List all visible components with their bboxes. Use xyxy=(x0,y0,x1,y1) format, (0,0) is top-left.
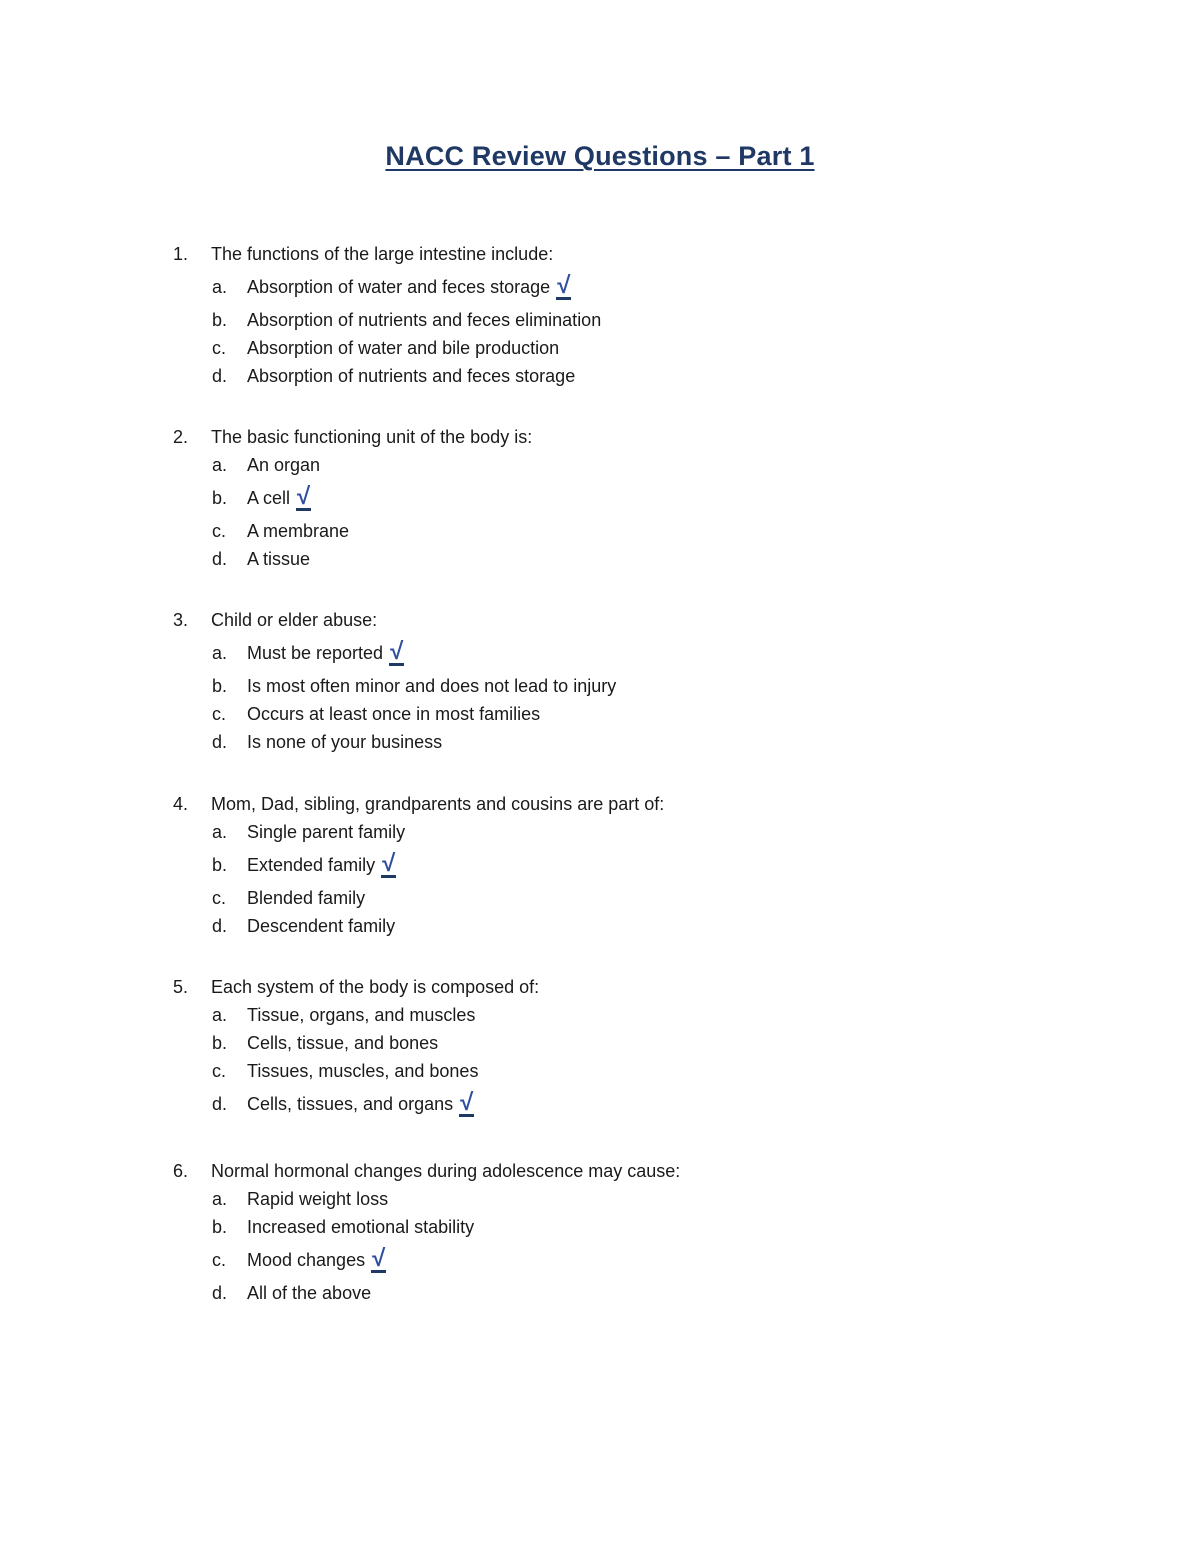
page-title-text: NACC Review Questions – Part 1 xyxy=(385,141,815,171)
option-c xyxy=(173,517,1073,545)
question-number: 2. xyxy=(173,427,189,447)
question-4 xyxy=(173,790,1073,940)
option-a xyxy=(173,634,1073,672)
option-letter: a. xyxy=(212,1005,228,1025)
option-text: Occurs at least once in most families xyxy=(247,704,541,724)
option-letter: b. xyxy=(212,1217,228,1237)
question-stem xyxy=(173,423,1073,451)
page-title xyxy=(0,141,1200,172)
question-stem xyxy=(173,790,1073,818)
option-letter: d. xyxy=(212,1283,228,1303)
option-letter: d. xyxy=(212,916,228,936)
option-text: Absorption of water and bile production xyxy=(247,338,560,358)
option-text: All of the above xyxy=(247,1283,372,1303)
question-number: 3. xyxy=(173,610,189,630)
option-text: Absorption of nutrients and feces elimination xyxy=(247,310,602,330)
option-b xyxy=(173,672,1073,700)
option-text: Tissue, organs, and muscles xyxy=(247,1005,476,1025)
option-d xyxy=(173,1085,1073,1123)
question-number: 4. xyxy=(173,794,189,814)
option-letter: a. xyxy=(212,1189,228,1209)
option-letter: a. xyxy=(212,455,228,475)
question-number: 5. xyxy=(173,977,189,997)
option-c xyxy=(173,334,1073,362)
question-text: The basic functioning unit of the body is: xyxy=(211,427,533,447)
option-d xyxy=(173,1279,1073,1307)
option-a xyxy=(173,1001,1073,1029)
option-a xyxy=(173,1185,1073,1213)
question-stem xyxy=(173,1157,1073,1185)
question-3 xyxy=(173,606,1073,756)
question-number: 1. xyxy=(173,244,189,264)
option-letter: a. xyxy=(212,643,228,663)
question-text: Each system of the body is composed of: xyxy=(211,977,540,997)
option-a xyxy=(173,451,1073,479)
option-d xyxy=(173,362,1073,390)
option-c xyxy=(173,1241,1073,1279)
option-c xyxy=(173,700,1073,728)
option-letter: c. xyxy=(212,338,227,358)
option-text: A membrane xyxy=(247,521,350,541)
checkmark-icon: √ xyxy=(382,850,396,877)
option-text: Descendent family xyxy=(247,916,396,936)
question-2 xyxy=(173,423,1073,573)
option-letter: a. xyxy=(212,277,228,297)
question-stem xyxy=(173,606,1073,634)
option-letter: d. xyxy=(212,1094,228,1114)
question-1 xyxy=(173,240,1073,390)
option-letter: d. xyxy=(212,732,228,752)
option-letter: c. xyxy=(212,704,227,724)
question-text: Mom, Dad, sibling, grandparents and cousins are part of: xyxy=(211,794,665,814)
option-text: A cell xyxy=(247,488,291,508)
checkmark-icon: √ xyxy=(390,638,404,665)
option-text: Rapid weight loss xyxy=(247,1189,389,1209)
question-text: Child or elder abuse: xyxy=(211,610,378,630)
option-text: Absorption of nutrients and feces storage xyxy=(247,366,576,386)
option-text: An organ xyxy=(247,455,321,475)
option-c xyxy=(173,884,1073,912)
question-number: 6. xyxy=(173,1161,189,1181)
checkmark-icon: √ xyxy=(372,1245,386,1272)
option-b xyxy=(173,479,1073,517)
option-c xyxy=(173,1057,1073,1085)
checkmark-icon: √ xyxy=(297,483,311,510)
option-text: Must be reported xyxy=(247,643,384,663)
option-d xyxy=(173,912,1073,940)
option-text: Is none of your business xyxy=(247,732,443,752)
option-text: Extended family xyxy=(247,855,376,875)
option-text: Single parent family xyxy=(247,822,406,842)
option-text: Increased emotional stability xyxy=(247,1217,475,1237)
option-b xyxy=(173,306,1073,334)
option-text: A tissue xyxy=(247,549,311,569)
option-text: Cells, tissue, and bones xyxy=(247,1033,439,1053)
option-text: Is most often minor and does not lead to injury xyxy=(247,676,617,696)
option-letter: d. xyxy=(212,549,228,569)
option-text: Absorption of water and feces storage xyxy=(247,277,551,297)
option-letter: b. xyxy=(212,488,228,508)
option-letter: a. xyxy=(212,822,228,842)
question-stem xyxy=(173,240,1073,268)
checkmark-icon: √ xyxy=(460,1089,474,1116)
option-letter: b. xyxy=(212,855,228,875)
question-text: The functions of the large intestine include: xyxy=(211,244,554,264)
option-d xyxy=(173,545,1073,573)
option-a xyxy=(173,818,1073,846)
option-letter: b. xyxy=(212,1033,228,1053)
option-letter: c. xyxy=(212,1061,227,1081)
option-text: Tissues, muscles, and bones xyxy=(247,1061,479,1081)
option-letter: d. xyxy=(212,366,228,386)
option-letter: b. xyxy=(212,310,228,330)
option-letter: c. xyxy=(212,1250,227,1270)
question-stem xyxy=(173,973,1073,1001)
option-text: Blended family xyxy=(247,888,366,908)
question-text: Normal hormonal changes during adolescence may cause: xyxy=(211,1161,681,1181)
question-5 xyxy=(173,973,1073,1123)
option-letter: c. xyxy=(212,888,227,908)
question-6 xyxy=(173,1157,1073,1307)
option-letter: b. xyxy=(212,676,228,696)
option-text: Cells, tissues, and organs xyxy=(247,1094,454,1114)
checkmark-icon: √ xyxy=(557,272,571,299)
option-letter: c. xyxy=(212,521,227,541)
option-a xyxy=(173,268,1073,306)
option-b xyxy=(173,1213,1073,1241)
option-d xyxy=(173,728,1073,756)
option-b xyxy=(173,846,1073,884)
option-text: Mood changes xyxy=(247,1250,366,1270)
option-b xyxy=(173,1029,1073,1057)
